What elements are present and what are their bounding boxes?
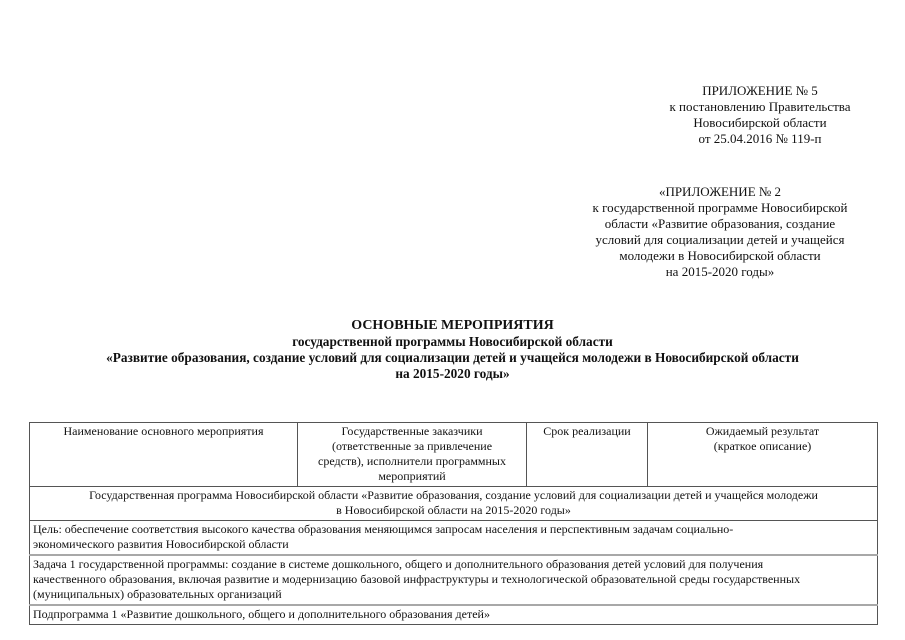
header-line: Государственные заказчики bbox=[341, 424, 483, 438]
document-title bbox=[20, 318, 885, 382]
table-row-subprogram bbox=[30, 605, 878, 625]
appendix-2-line: молодежи в Новосибирской области bbox=[619, 248, 821, 263]
appendix-2-title: «ПРИЛОЖЕНИЕ № 2 bbox=[658, 184, 782, 199]
row-line: качественного образования, включая развитие и модернизацию базовой инфраструктуры и технологической образовательной среды государственных bbox=[33, 572, 801, 586]
appendix-2-header bbox=[548, 184, 892, 280]
header-line: (ответственные за привлечение bbox=[331, 439, 493, 453]
header-line: Ожидаемый результат bbox=[705, 424, 820, 438]
header-line: мероприятий bbox=[378, 469, 446, 483]
appendix-2-line: условий для социализации детей и учащейся bbox=[595, 232, 845, 247]
row-line: Цель: обеспечение соответствия высокого качества образования меняющимся запросам населения и перспективным задачам социально- bbox=[33, 522, 734, 536]
title-line: «Развитие образования, создание условий для социализации детей и учащейся молодежи в Новосибирской области bbox=[106, 350, 799, 365]
row-line: в Новосибирской области на 2015-2020 годы» bbox=[336, 503, 571, 517]
header-line: средств), исполнители программных bbox=[318, 454, 506, 468]
appendix-5-header bbox=[640, 83, 880, 147]
header-customers bbox=[298, 423, 527, 487]
header-term: Срок реализации bbox=[527, 423, 648, 487]
header-line: (краткое описание) bbox=[713, 439, 812, 453]
task-cell bbox=[30, 555, 878, 605]
table-header-row bbox=[30, 423, 878, 487]
table-row-program bbox=[30, 487, 878, 521]
appendix-5-line: Новосибирской области bbox=[693, 115, 827, 130]
row-line: (муниципальных) образовательных организаций bbox=[33, 587, 282, 601]
table-row-task bbox=[30, 555, 878, 605]
title-line: на 2015-2020 годы» bbox=[395, 366, 510, 381]
row-line: экономического развития Новосибирской области bbox=[33, 537, 289, 551]
goal-cell bbox=[30, 521, 878, 556]
header-expected-result bbox=[648, 423, 878, 487]
subprogram-cell bbox=[30, 605, 878, 625]
title-line: государственной программы Новосибирской области bbox=[292, 334, 613, 349]
row-line: Задача 1 государственной программы: создание в системе дошкольного, общего и дополнительного образования детей условий для получения bbox=[33, 557, 764, 571]
appendix-2-line: области «Развитие образования, создание bbox=[604, 216, 836, 231]
title-main: ОСНОВНЫЕ МЕРОПРИЯТИЯ bbox=[351, 318, 554, 333]
header-measure-name: Наименование основного мероприятия bbox=[30, 423, 298, 487]
appendix-2-line: на 2015-2020 годы» bbox=[665, 264, 775, 279]
row-line: Подпрограмма 1 «Развитие дошкольного, общего и дополнительного образования детей» bbox=[33, 607, 490, 621]
program-cell bbox=[30, 487, 878, 521]
measures-table bbox=[29, 422, 878, 625]
appendix-2-line: к государственной программе Новосибирской bbox=[592, 200, 848, 215]
appendix-5-line: к постановлению Правительства bbox=[669, 99, 851, 114]
table-row-goal bbox=[30, 521, 878, 556]
appendix-5-date: от 25.04.2016 № 119-п bbox=[698, 131, 822, 146]
appendix-5-title: ПРИЛОЖЕНИЕ № 5 bbox=[702, 83, 818, 98]
row-line: Государственная программа Новосибирской области «Развитие образования, создание условий для социализации детей и учащейся молодежи bbox=[89, 488, 818, 502]
